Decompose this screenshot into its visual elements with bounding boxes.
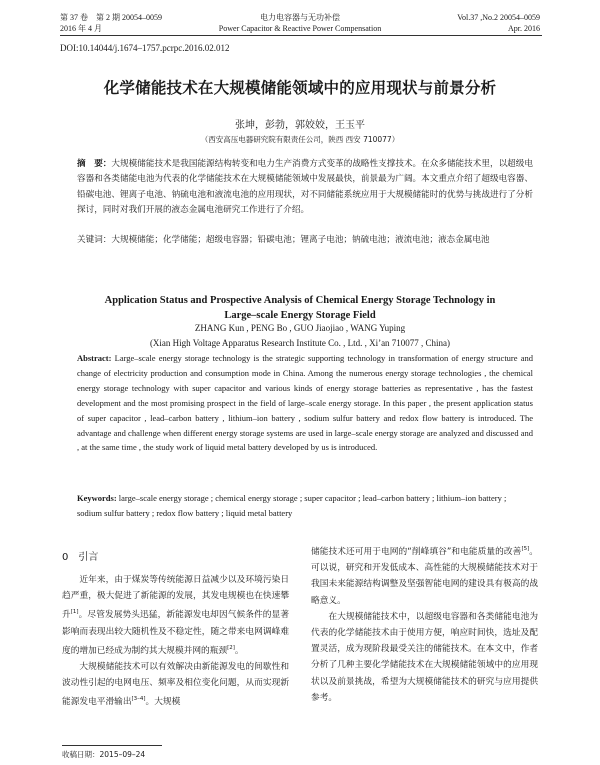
keywords-en: [77, 491, 533, 521]
body-column-left: [62, 572, 289, 710]
body-text: 大规模储能技术可以有效解决由新能源发电的间歇性和波动性引起的电网电压、频率及相位变化问题，从而实现新能源发电平滑输出: [62, 661, 289, 708]
body-text: 。大规模: [145, 697, 181, 708]
body-text: 。可以说，研究和开发低成本、高性能的大规模储能技术对于我国未来能源结构调整及坚强智能电网的建设具有极高的战略意义。: [311, 546, 538, 606]
body-paragraph: [62, 572, 289, 659]
issue-date: 2016 年 4 月: [60, 24, 102, 33]
section-heading: [62, 548, 108, 563]
footnote-rule: [62, 745, 162, 746]
journal-name-cn: 电力电容器与无功补偿: [260, 13, 340, 22]
paper-title-en-line2: Large–scale Energy Storage Field: [224, 310, 376, 321]
paper-title-en-line1: Application Status and Prospective Analysis of Chemical Energy Storage Technology in: [104, 295, 496, 306]
body-column-right: [311, 541, 538, 706]
abstract-text-en: Large–scale energy storage technology is the strategic supporting technology in transformation of energy structure and change of electricity production and consumption mode in China. Among the numerous energy storage technologies , the chemical energy storage technology with super capacitor and various kinds of energy storage batteries as representative , has the fastest development and the most promising prospect in the field of large–scale energy storage. In this paper , the present application status of super capacitor , lead–carbon battery , lithium–ion battery , sodium sulfur battery and redox flow battery is introduced. The advantage and challenge when different energy storage systems are used in large–scale energy storage are analyzed and discussed and , at the same time , the study work of liquid metal battery developed by us is introduced.: [77, 353, 533, 453]
keywords-cn: [77, 233, 533, 248]
journal-name-en: Power Capacitor & Reactive Power Compensation: [218, 24, 382, 33]
abstract-label-en: Abstract:: [77, 353, 112, 363]
authors-en: ZHANG Kun , PENG Bo , GUO Jiaojiao , WANG Yuping: [194, 323, 406, 333]
paper-title-en: [70, 293, 530, 323]
issue-date-en: Apr. 2016: [508, 24, 540, 33]
keywords-text-cn: 大规模储能；化学储能；超级电容器；铅碳电池；锂离子电池；钠硫电池；液流电池；液态金属电池: [111, 235, 490, 245]
running-header-right: [457, 12, 540, 34]
volume-issue: 第 37 卷 第 2 期 20054–0059: [60, 13, 162, 22]
doi: DOI:10.14044/j.1674–1757.pcrpc.2016.02.012: [60, 43, 230, 53]
abstract-label-cn: 摘 要：: [77, 159, 112, 169]
section-title: 引言: [78, 552, 99, 563]
citation-ref: [2]: [227, 644, 235, 651]
header-rule: [60, 35, 542, 36]
body-text: 。尽管发展势头迅猛，新能源发电却因气候条件的显著影响而表现出较大随机性及不稳定性，随之带来电网调峰难度的增加已经成为制约其大规模并网的瓶颈: [62, 610, 290, 656]
body-paragraph: [311, 541, 538, 609]
volume-issue-en: Vol.37 ,No.2 20054–0059: [457, 13, 540, 22]
keywords-label-en: Keywords:: [77, 493, 117, 503]
abstract-text-cn: 大规模储能技术是我国能源结构转变和电力生产消费方式变革的战略性支撑技术。在众多储能技术里，以超级电容器和各类储能电池为代表的化学储能技术在大规模储能领域中发展最快，前景最为广阔。本文重点介绍了超级电容器、铅碳电池、锂离子电池、钠硫电池和液流电池的应用现状，对不同储能系统应用于大规模储能时的优势与挑战进行了分析探讨，同时对我们开展的液态金属电池研究工作进行了介绍。: [77, 159, 533, 215]
received-date-footnote: 收稿日期：2015–09–24: [62, 750, 146, 759]
section-number: 0: [62, 552, 69, 563]
body-paragraph: [62, 659, 289, 711]
keywords-label-cn: 关键词：: [77, 235, 112, 245]
affiliation-en: (Xian High Voltage Apparatus Research Institute Co. , Ltd. , Xi’an 710077 , China): [149, 338, 451, 348]
body-text: 储能技术还可用于电网的“削峰填谷”和电能质量的改善: [311, 546, 522, 557]
paper-title-cn: 化学储能技术在大规模储能领域中的应用现状与前景分析: [103, 79, 497, 97]
body-paragraph: 在大规模储能技术中，以超级电容器和各类储能电池为代表的化学储能技术由于使用方便，响应时间快，选址及配置灵活，成为现阶段最受关注的储能技术。在本文中，作者分析了几种主要化学储能技术在大规模储能领域中的应用现状以及前景挑战，希望为大规模储能技术的研究与应用提供参考。: [311, 611, 538, 703]
citation-ref: [5]: [521, 546, 530, 552]
abstract-en: [77, 351, 533, 455]
affiliation-cn: （西安高压电器研究院有限责任公司，陕西 西安 710077）: [200, 135, 400, 144]
body-text: 。: [234, 645, 244, 656]
citation-ref: [1]: [70, 609, 79, 616]
authors-cn: 张坤，彭勃，郭姣姣，王玉平: [235, 120, 365, 131]
abstract-cn: [77, 157, 533, 218]
body-text: 近年来，由于煤炭等传统能源日益减少以及环境污染日趋严重，极大促进了新能源的发展，其发电规模也在快速攀升: [62, 575, 289, 621]
keywords-text-en: large–scale energy storage ; chemical energy storage ; super capacitor ; lead–carbon battery ; lithium–ion battery ; sodium sulfur battery ; redox flow battery ; liquid metal battery: [77, 493, 507, 518]
citation-ref: [3–4]: [131, 696, 146, 703]
